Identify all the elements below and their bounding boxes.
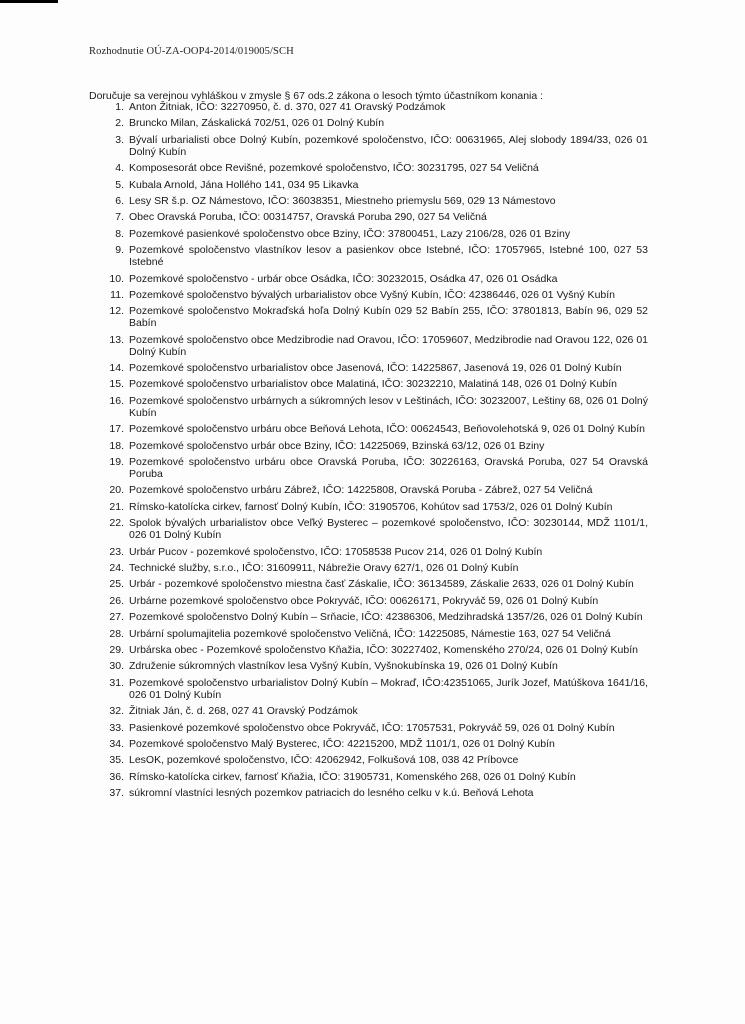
participant-item xyxy=(104,134,648,158)
participant-number: 3. xyxy=(115,133,124,146)
participant-item xyxy=(104,273,648,285)
participant-number: 19. xyxy=(109,456,124,469)
participant-text: Urbárne pozemkové spoločenstvo obce Pokryváč, IČO: 00626171, Pokryváč 59, 026 01 Dolný Kubín xyxy=(129,594,599,607)
participant-item xyxy=(104,771,648,783)
participant-text: Pozemkové spoločenstvo urbarialistov obce Malatiná, IČO: 30232210, Malatiná 148, 026 01 Dolný Kubín xyxy=(129,378,617,391)
participant-item xyxy=(104,289,648,301)
participant-text: Pozemkové spoločenstvo urbár obce Bziny, IČO: 14225069, Bzinská 63/12, 026 01 Bziny xyxy=(129,439,545,452)
participant-item xyxy=(104,162,648,174)
participant-item xyxy=(104,546,648,558)
participant-number: 8. xyxy=(115,227,124,240)
participant-item xyxy=(104,484,648,496)
participant-text: Pozemkové spoločenstvo Malý Bysterec, IČO: 42215200, MDŽ 1101/1, 026 01 Dolný Kubín xyxy=(129,737,555,750)
participant-number: 1. xyxy=(115,101,124,113)
participant-number: 31. xyxy=(109,676,124,689)
participant-text: LesOK, pozemkové spoločenstvo, IČO: 42062942, Folkušová 108, 038 42 Príbovce xyxy=(129,754,519,767)
participant-text: Pasienkové pozemkové spoločenstvo obce Pokryváč, IČO: 17057531, Pokryváč 59, 026 01 Dolný Kubín xyxy=(129,721,615,734)
participant-text: Rímsko-katolícka cirkev, farnosť Dolný Kubín, IČO: 31905706, Kohútov sad 1753/2, 026 01 Dolný Kubín xyxy=(129,500,613,513)
participant-number: 21. xyxy=(109,500,124,513)
participant-text: Pozemkové spoločenstvo Dolný Kubín – Srňacie, IČO: 42386306, Medzihradská 1357/26, 026 01 Dolný Kubín xyxy=(129,611,643,624)
participant-text: Urbárska obec - Pozemkové spoločenstvo Kňažia, IČO: 30227402, Komenského 270/24, 026 01 Dolný Kubín xyxy=(129,643,638,656)
participant-number: 17. xyxy=(109,423,124,436)
participant-text: Pozemkové spoločenstvo urbáru obce Oravská Poruba, IČO: 30226163, Oravská Poruba, 027 54 Oravská Poruba xyxy=(129,456,648,481)
participant-item xyxy=(104,395,648,419)
participant-number: 33. xyxy=(109,721,124,734)
participant-item xyxy=(104,705,648,717)
participant-number: 6. xyxy=(115,194,124,207)
participant-number: 36. xyxy=(109,770,124,783)
participant-text: Lesy SR š.p. OZ Námestovo, IČO: 36038351, Miestneho priemyslu 569, 029 13 Námestovo xyxy=(129,194,556,207)
participant-number: 20. xyxy=(109,484,124,497)
participant-number: 29. xyxy=(109,643,124,656)
participant-item xyxy=(104,628,648,640)
participant-number: 11. xyxy=(110,288,124,301)
participant-item xyxy=(104,117,648,129)
participant-text: Pozemkové spoločenstvo urbáru obce Beňová Lehota, IČO: 00624543, Beňovolehotská 9, 026 01 Dolný Kubín xyxy=(129,423,646,436)
participant-item xyxy=(104,305,648,329)
participant-item xyxy=(104,677,648,701)
participant-number: 13. xyxy=(109,333,124,346)
participant-item xyxy=(104,517,648,541)
participant-number: 23. xyxy=(109,545,124,558)
participant-text: Bývalí urbarialisti obce Dolný Kubín, pozemkové spoločenstvo, IČO: 00631965, Alej slobody 1894/33, 026 01 Dolný Kubín xyxy=(129,133,648,158)
participant-text: Pozemkové spoločenstvo urbárnych a súkromných lesov v Leštinách, IČO: 30232007, Leštiny 68, 026 01 Dolný Kubín xyxy=(129,394,648,419)
participant-text: Rímsko-katolícka cirkev, farnosť Kňažia, IČO: 31905731, Komenského 268, 026 01 Dolný Kubín xyxy=(129,770,576,783)
participant-number: 15. xyxy=(109,378,124,391)
participant-item xyxy=(104,378,648,390)
participant-item xyxy=(104,179,648,191)
participant-text: Urbár - pozemkové spoločenstvo miestna časť Záskalie, IČO: 36134589, Záskalie 2633, 026 01 Dolný Kubín xyxy=(129,578,634,591)
participant-item xyxy=(104,334,648,358)
participant-text: Žitniak Ján, č. d. 268, 027 41 Oravský Podzámok xyxy=(129,705,358,718)
participant-text: Pozemkové spoločenstvo vlastníkov lesov a pasienkov obce Istebné, IČO: 17057965, Istebné 100, 027 53 Istebné xyxy=(129,244,648,269)
participant-item xyxy=(104,722,648,734)
participant-item xyxy=(104,423,648,435)
participant-text: Pozemkové spoločenstvo urbarialistov Dolný Kubín – Mokraď, IČO:42351065, Jurík Jozef, Matúškova 1641/16, 026 01 Dolný Kubín xyxy=(129,676,648,701)
participant-item xyxy=(104,595,648,607)
participant-number: 24. xyxy=(109,561,124,574)
participant-item xyxy=(104,578,648,590)
participant-item xyxy=(104,754,648,766)
participant-list xyxy=(104,101,648,803)
participant-text: Pozemkové spoločenstvo urbarialistov obce Jasenová, IČO: 14225867, Jasenová 19, 026 01 Dolný Kubín xyxy=(129,362,622,375)
participant-number: 35. xyxy=(109,754,124,767)
participant-text: Spolok bývalých urbarialistov obce Veľký Bysterec – pozemkové spoločenstvo, IČO: 30230144, MDŽ 1101/1, 026 01 Dolný Kubín xyxy=(129,517,648,542)
participant-item xyxy=(104,211,648,223)
participant-number: 9. xyxy=(115,244,124,257)
participant-text: Kubala Arnold, Jána Hollého 141, 034 95 Likavka xyxy=(129,178,359,191)
participant-text: Obec Oravská Poruba, IČO: 00314757, Oravská Poruba 290, 027 54 Veličná xyxy=(129,211,487,224)
participant-number: 5. xyxy=(115,178,124,191)
participant-item xyxy=(104,562,648,574)
participant-text: Pozemkové spoločenstvo urbáru Zábrež, IČO: 14225808, Oravská Poruba - Zábrež, 027 54 Veličná xyxy=(129,484,593,497)
participant-item xyxy=(104,195,648,207)
participant-item xyxy=(104,738,648,750)
participant-text: Bruncko Milan, Záskalická 702/51, 026 01 Dolný Kubín xyxy=(129,117,385,130)
participant-text: Urbární spolumajitelia pozemkové spoločenstvo Veličná, IČO: 14225085, Námestie 163, 027 54 Veličná xyxy=(129,627,611,640)
decision-reference: Rozhodnutie OÚ-ZA-OOP4-2014/019005/SCH xyxy=(89,46,294,57)
participant-text: Pozemkové spoločenstvo bývalých urbarialistov obce Vyšný Kubín, IČO: 42386446, 026 01 Vyšný Kubín xyxy=(129,288,615,301)
participant-text: Technické služby, s.r.o., IČO: 31609911, Nábrežie Oravy 627/1, 026 01 Dolný Kubín xyxy=(129,561,519,574)
participant-number: 34. xyxy=(109,737,124,750)
participant-item xyxy=(104,244,648,268)
participant-number: 12. xyxy=(109,305,124,318)
participant-number: 18. xyxy=(109,439,124,452)
participant-text: Združenie súkromných vlastníkov lesa Vyšný Kubín, Vyšnokubínska 19, 026 01 Dolný Kubín xyxy=(129,660,558,673)
participant-text: Pozemkové spoločenstvo obce Medzibrodie nad Oravou, IČO: 17059607, Medzibrodie nad Oravou 122, 026 01 Dolný Kubín xyxy=(129,333,648,358)
participant-item xyxy=(104,440,648,452)
participant-item xyxy=(104,228,648,240)
participant-number: 37. xyxy=(109,787,124,800)
participant-number: 7. xyxy=(115,211,124,224)
participant-number: 22. xyxy=(109,517,124,530)
participant-number: 4. xyxy=(115,162,124,175)
participant-item xyxy=(104,362,648,374)
participant-text: súkromní vlastníci lesných pozemkov patriacich do lesného celku v k.ú. Beňová Lehota xyxy=(129,787,534,800)
participant-text: Pozemkové spoločenstvo - urbár obce Osádka, IČO: 30232015, Osádka 47, 026 01 Osádka xyxy=(129,272,558,285)
participant-number: 14. xyxy=(109,362,124,375)
delivery-intro: Doručuje sa verejnou vyhláškou v zmysle § 67 ods.2 zákona o lesoch týmto účastníkom konania : xyxy=(89,90,544,102)
participant-number: 25. xyxy=(109,578,124,591)
participant-number: 27. xyxy=(109,611,124,624)
participant-item xyxy=(104,660,648,672)
participant-item xyxy=(104,101,648,113)
scan-edge-mark xyxy=(0,0,58,3)
participant-number: 10. xyxy=(109,272,124,285)
participant-number: 30. xyxy=(109,660,124,673)
participant-item xyxy=(104,456,648,480)
participant-item xyxy=(104,501,648,513)
participant-text: Komposesorát obce Revišné, pozemkové spoločenstvo, IČO: 30231795, 027 54 Veličná xyxy=(129,162,539,175)
participant-item xyxy=(104,787,648,799)
participant-item xyxy=(104,611,648,623)
participant-text: Urbár Pucov - pozemkové spoločenstvo, IČO: 17058538 Pucov 214, 026 01 Dolný Kubín xyxy=(129,545,543,558)
participant-text: Anton Žitniak, IČO: 32270950, č. d. 370, 027 41 Oravský Podzámok xyxy=(129,101,446,113)
participant-number: 2. xyxy=(115,117,124,130)
participant-text: Pozemkové pasienkové spoločenstvo obce Bziny, IČO: 37800451, Lazy 2106/28, 026 01 Bziny xyxy=(129,227,571,240)
participant-number: 26. xyxy=(109,594,124,607)
participant-text: Pozemkové spoločenstvo Mokraďská hoľa Dolný Kubín 029 52 Babín 255, IČO: 37801813, Babín 96, 029 52 Babín xyxy=(129,305,648,330)
participant-number: 32. xyxy=(109,705,124,718)
participant-number: 16. xyxy=(109,394,124,407)
participant-number: 28. xyxy=(109,627,124,640)
participant-item xyxy=(104,644,648,656)
